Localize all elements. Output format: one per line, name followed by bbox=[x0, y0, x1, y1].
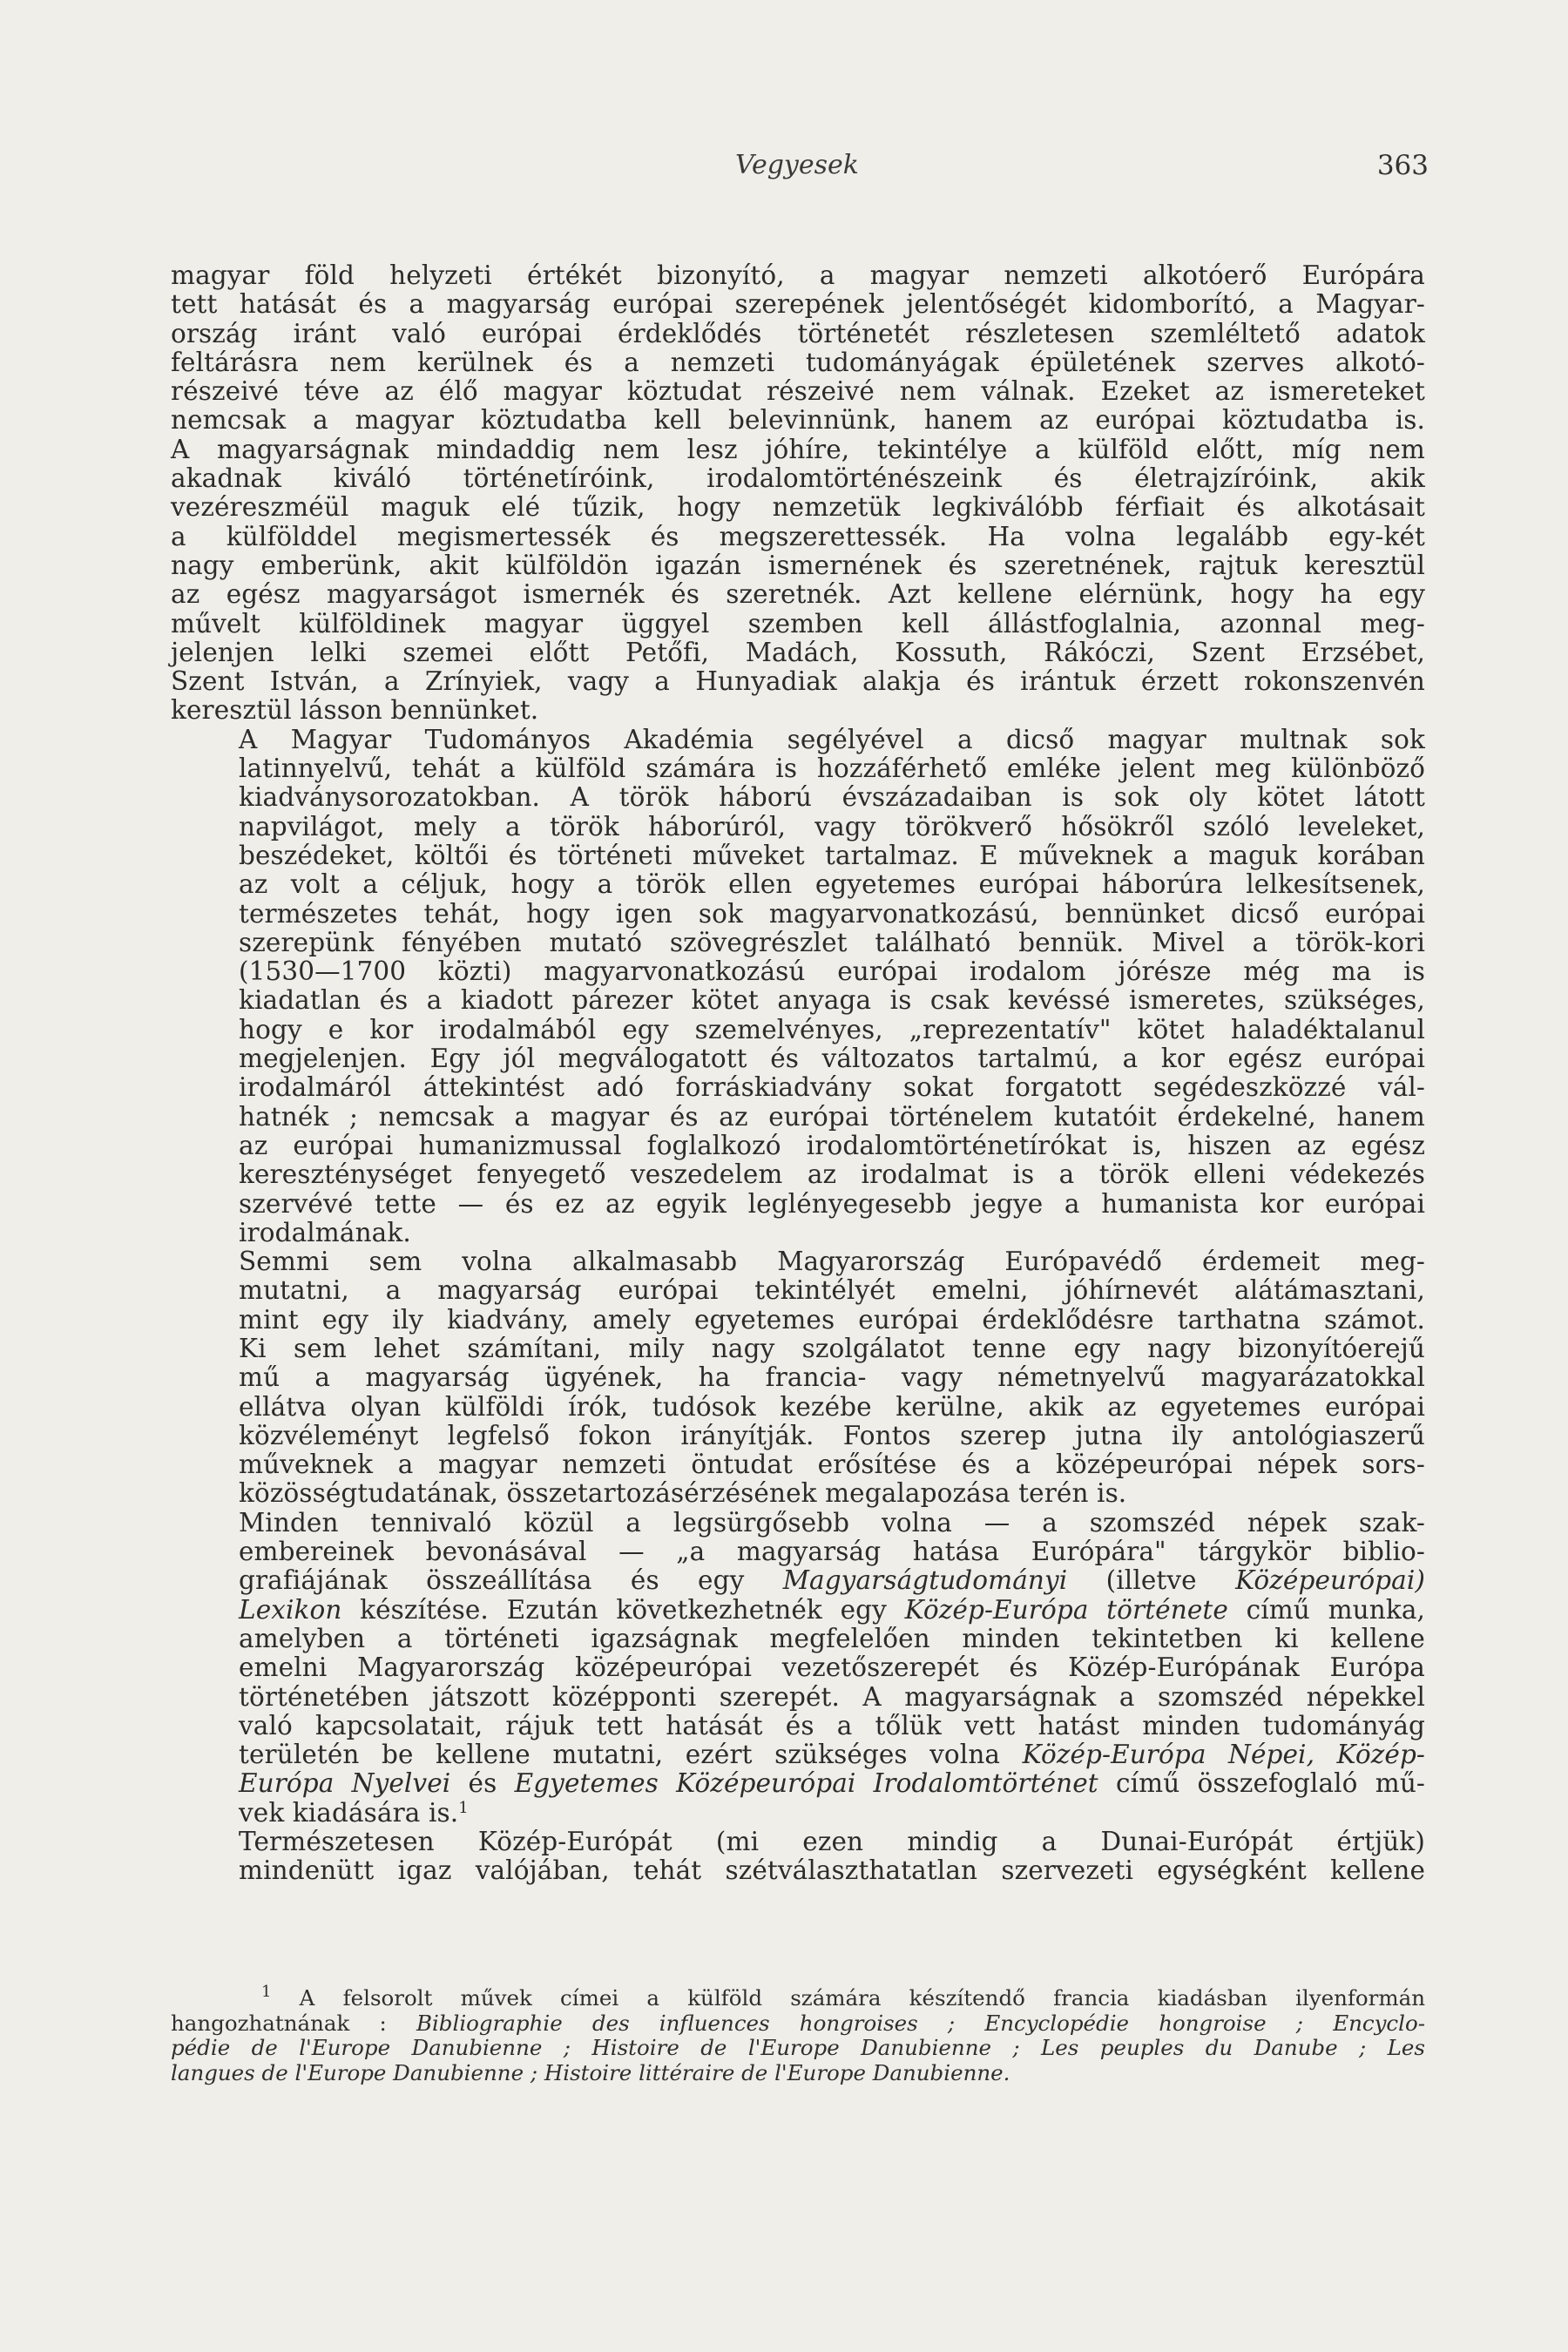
text-line: Semmi sem volna alkalmasabb Magyarország Európavédő érdemeit meg- bbox=[239, 1247, 1425, 1277]
text-line bbox=[171, 1799, 1425, 1828]
text-line: történetében játszott középponti szerepét. A magyarságnak a szomszéd népekkel bbox=[239, 1681, 1425, 1712]
text-line: Természetesen Közép-Európát (mi ezen mindig a Dunai-Európát értjük) bbox=[239, 1827, 1425, 1857]
text-run: című munka, bbox=[1227, 1594, 1425, 1625]
text-line: amelyben a történeti igazságnak megfelelően minden tekintetben ki kellene bbox=[239, 1623, 1425, 1653]
footnote-line bbox=[171, 2036, 1425, 2061]
text-line: az európai humanizmussal foglalkozó irodalomtörténetírókat is, hiszen az egész bbox=[239, 1130, 1425, 1160]
text-line bbox=[171, 1769, 1425, 1798]
text-line: mutatni, a magyarság európai tekintélyét emelni, jóhírnevét alátámasztani, bbox=[239, 1275, 1425, 1306]
text-line: beszédeket, költői és történeti műveket tartalmaz. E műveknek a maguk korában bbox=[239, 840, 1425, 870]
text-line: való kapcsolatait, rájuk tett hatását és a tőlük vett hatást minden tudományág bbox=[239, 1710, 1425, 1740]
text-line bbox=[171, 1740, 1425, 1769]
italic-title: Lexikon bbox=[239, 1594, 342, 1625]
text-run: (illetve bbox=[1067, 1565, 1236, 1596]
running-title: Vegyesek bbox=[735, 150, 859, 180]
text-line: ellátva olyan külföldi írók, tudósok kezébe kerülne, akik az egyetemes európai bbox=[239, 1391, 1425, 1422]
italic-title: Közép-Európa Népei, Közép- bbox=[1022, 1740, 1426, 1770]
text-line: keresztül lásson bennünket. bbox=[171, 695, 539, 726]
italic-title: Egyetemes Középeurópai Irodalomtörténet bbox=[514, 1768, 1098, 1799]
text-run: grafiájának összeállítása és egy bbox=[239, 1565, 783, 1596]
text-line: természetes tehát, hogy igen sok magyarvonatkozású, bennünket dicső európai bbox=[239, 898, 1425, 929]
text-line: akadnak kiváló történetíróink, irodalomtörténészeink és életrajzíróink, akik bbox=[171, 463, 1425, 494]
text-line: emelni Magyarország középeurópai vezetőszerepét és Közép-Európának Európa bbox=[239, 1652, 1425, 1683]
text-line: vezéreszméül maguk elé tűzik, hogy nemzetük legkiválóbb férfiait és alkotásait bbox=[171, 492, 1425, 523]
text-line: a külfölddel megismertessék és megszerettessék. Ha volna legalább egy-két bbox=[171, 521, 1425, 551]
text-line: ország iránt való európai érdeklődés történetét részletesen szemléltető adatok bbox=[171, 318, 1425, 348]
paragraph-2 bbox=[171, 726, 1425, 1247]
footnote-line bbox=[171, 2011, 1425, 2037]
italic-title: Európa Nyelvei bbox=[239, 1768, 451, 1799]
text-line: kiadványsorozatokban. A török háború évszázadaiban is sok oly kötet látott bbox=[239, 782, 1425, 813]
italic-title: Közép-Európa története bbox=[904, 1594, 1228, 1625]
text-line: A magyarságnak mindaddig nem lesz jóhíre, tekintélye a külföld előtt, míg nem bbox=[171, 434, 1425, 464]
text-run: hangozhatnának : bbox=[171, 2010, 416, 2036]
text-run: A felsorolt művek címei a külföld számára készítendő francia kiadásban ilyenformán bbox=[299, 1985, 1425, 2011]
footnote-reference[interactable]: 1 bbox=[458, 1798, 469, 1817]
text-line: tett hatását és a magyarság európai szerepének jelentőségét kidomborító, a Magyar- bbox=[171, 289, 1425, 320]
italic-title: pédie de l'Europe Danubienne ; Histoire de l'Europe Danubienne ; Les peuples du Danube ; Les bbox=[171, 2035, 1425, 2060]
text-line: közvéleményt legfelső fokon irányítják. Fontos szerep jutna ily antológiaszerű bbox=[239, 1420, 1425, 1450]
text-line: közösségtudatának, összetartozásérzésének megalapozása terén is. bbox=[239, 1478, 1127, 1509]
text-line: Szent István, a Zrínyiek, vagy a Hunyadiak alakja és irántuk érzett rokonszenvén bbox=[171, 666, 1425, 697]
text-line: latinnyelvű, tehát a külföld számára is hozzáférhető emléke jelent meg különböző bbox=[239, 754, 1425, 784]
text-line: művelt külföldinek magyar üggyel szemben kell állástfoglalnia, azonnal meg- bbox=[171, 608, 1425, 639]
text-line: (1530—1700 közti) magyarvonatkozású európai irodalom jórésze még ma is bbox=[239, 956, 1425, 987]
text-line: hatnék ; nemcsak a magyar és az európai történelem kutatóit érdekelné, hanem bbox=[239, 1101, 1425, 1132]
text-line bbox=[171, 1566, 1425, 1595]
footnote-mark: 1 bbox=[261, 1983, 272, 2001]
text-line: műveknek a magyar nemzeti öntudat erősítése és a középeurópai népek sors- bbox=[239, 1450, 1425, 1480]
italic-title: Bibliographie des influences hongroises ; Encyclopédie hongroise ; Encyclo- bbox=[416, 2010, 1426, 2036]
text-line: embereinek bevonásával — „a magyarság hatása Európára" tárgykör biblio- bbox=[239, 1537, 1425, 1567]
body-text bbox=[171, 261, 1425, 1886]
text-run: vek kiadására is. bbox=[239, 1797, 459, 1828]
text-line: mű a magyarság ügyének, ha francia- vagy németnyelvű magyarázatokkal bbox=[239, 1362, 1425, 1393]
paragraph-4 bbox=[171, 1509, 1425, 1828]
text-line: napvilágot, mely a török háborúról, vagy törökverő hősökről szóló leveleket, bbox=[239, 811, 1425, 841]
paragraph-1 bbox=[171, 261, 1425, 726]
footnote-line bbox=[171, 1983, 1425, 2011]
italic-title: Középeurópai) bbox=[1235, 1565, 1425, 1596]
text-line: megjelenjen. Egy jól megválogatott és változatos tartalmú, a kor egész európai bbox=[239, 1044, 1425, 1074]
text-line: mindenütt igaz valójában, tehát szétválaszthatatlan szervezeti egységként kellene bbox=[239, 1855, 1425, 1886]
paragraph-5 bbox=[171, 1828, 1425, 1886]
text-line: hogy e kor irodalmából egy szemelvényes, „reprezentatív" kötet haladéktalanul bbox=[239, 1014, 1425, 1044]
italic-title: Magyarságtudományi bbox=[782, 1565, 1068, 1596]
text-line: részeivé téve az élő magyar köztudat részeivé nem válnak. Ezeket az ismereteket bbox=[171, 376, 1425, 407]
text-line bbox=[171, 1596, 1425, 1625]
text-line: A Magyar Tudományos Akadémia segélyével a dicső magyar multnak sok bbox=[239, 724, 1425, 754]
paragraph-3 bbox=[171, 1247, 1425, 1509]
footnote-line bbox=[171, 2061, 1425, 2086]
text-line: szervévé tette — és ez az egyik leglényegesebb jegye a humanista kor európai bbox=[239, 1188, 1425, 1219]
text-line: irodalmának. bbox=[239, 1217, 411, 1247]
text-line: irodalmáról áttekintést adó forráskiadvány sokat forgatott segédeszközzé vál- bbox=[239, 1072, 1425, 1103]
text-line: szerepünk fényében mutató szövegrészlet található bennük. Mivel a török-kori bbox=[239, 927, 1425, 957]
text-run: című összefoglaló mű- bbox=[1098, 1768, 1425, 1799]
text-line: az egész magyarságot ismernék és szeretnék. Azt kellene elérnünk, hogy ha egy bbox=[171, 579, 1425, 610]
text-line: Minden tennivaló közül a legsürgősebb volna — a szomszéd népek szak- bbox=[239, 1507, 1425, 1538]
text-line: jelenjen lelki szemei előtt Petőfi, Madách, Kossuth, Rákóczi, Szent Erzsébet, bbox=[171, 637, 1425, 667]
footnote bbox=[171, 1983, 1426, 2085]
running-header bbox=[166, 150, 1429, 185]
text-line: kiadatlan és a kiadott párezer kötet anyaga is csak kevéssé ismeretes, szükséges, bbox=[239, 985, 1425, 1016]
text-run: készítése. Ezután következhetnék egy bbox=[341, 1594, 905, 1625]
text-run: és bbox=[450, 1768, 515, 1799]
text-run: területén be kellene mutatni, ezért szükséges volna bbox=[239, 1740, 1023, 1770]
page-number: 363 bbox=[1376, 150, 1429, 181]
text-line: mint egy ily kiadvány, amely egyetemes európai érdeklődésre tarthatna számot. bbox=[239, 1304, 1425, 1335]
text-line: feltárásra nem kerülnek és a nemzeti tudományágak épületének szerves alkotó- bbox=[171, 347, 1425, 377]
text-line: nagy emberünk, akit külföldön igazán ismernének és szeretnének, rajtuk keresztül bbox=[171, 550, 1425, 580]
text-line: magyar föld helyzeti értékét bizonyító, a magyar nemzeti alkotóerő Európára bbox=[171, 260, 1425, 290]
text-line: nemcsak a magyar köztudatba kell belevinnünk, hanem az európai köztudatba is. bbox=[171, 405, 1425, 436]
text-line: kereszténységet fenyegető veszedelem az irodalmat is a török elleni védekezés bbox=[239, 1159, 1425, 1190]
italic-title: langues de l'Europe Danubienne ; Histoire littéraire de l'Europe Danubienne. bbox=[171, 2059, 1010, 2085]
text-line: az volt a céljuk, hogy a török ellen egyetemes európai háborúra lelkesítsenek, bbox=[239, 869, 1425, 900]
text-line: Ki sem lehet számítani, mily nagy szolgálatot tenne egy nagy bizonyítóerejű bbox=[239, 1333, 1425, 1363]
